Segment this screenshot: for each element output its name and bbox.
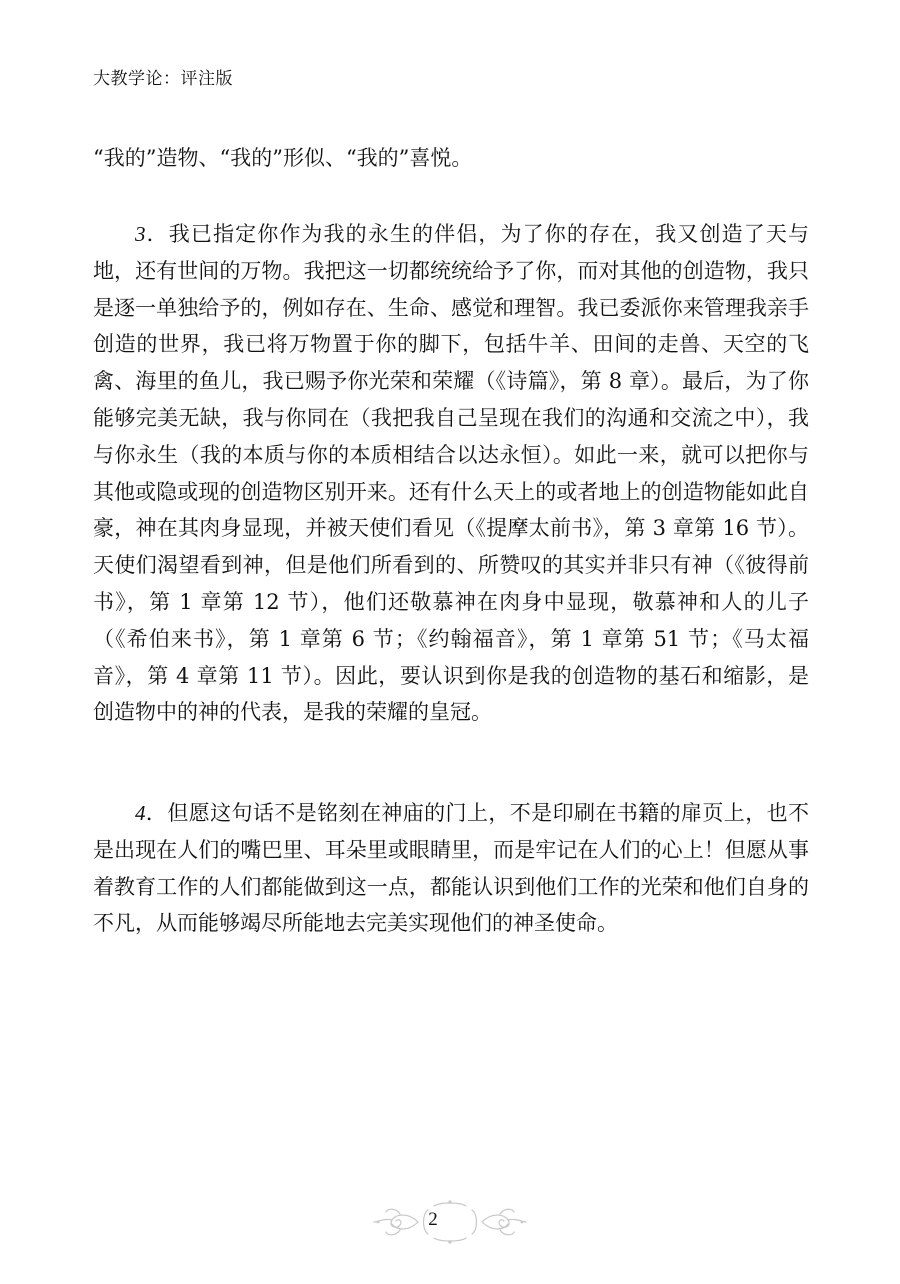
number-separator: ． xyxy=(145,801,168,825)
running-header: 大教学论：评注版 xyxy=(93,69,233,89)
page-footer xyxy=(0,1198,900,1246)
number-separator: ． xyxy=(145,222,169,246)
paragraph-number: 4 xyxy=(135,801,146,825)
continuation-paragraph: “我的”造物、“我的”形似、“我的”喜悦。 xyxy=(93,146,473,170)
page-number: 2 xyxy=(428,1209,438,1230)
paragraph-text: 但愿这句话不是铭刻在神庙的门上，不是印刷在书籍的扉页上，也不是出现在人们的嘴巴里、耳朵里或眼睛里，而是牢记在人们的心上！但愿从事着教育工作的人们都能做到这一点，都能认识到他们工作的光荣和他们自身的不凡，从而能够竭尽所能地去完美实现他们的神圣使命。 xyxy=(93,801,810,936)
paragraph-3 xyxy=(93,216,809,731)
paragraph-text: 我已指定你作为我的永生的伴侣，为了你的存在，我又创造了天与地，还有世间的万物。我把这一切都统统给予了你，而对其他的创造物，我只是逐一单独给予的，例如存在、生命、感觉和理智。我已委派你来管理我亲手创造的世界，我已将万物置于你的脚下，包括牛羊、田间的走兽、天空的飞禽、海里的鱼儿，我已赐予你光荣和荣耀（《诗篇》，第 8 章）。最后，为了你能够完美无缺，我与你同在（我把我自己呈现在我们的沟通和交流之中），我与你永生（我的本质与你的本质相结合以达永恒）。如此一来，就可以把你与其他或隐或现的创造物区别开来。还有什么天上的或者地上的创造物能如此自豪，神在其肉身显现，并被天使们看见（《提摩太前书》，第 3 章第 16 节）。天使们渴望看到神，但是他们所看到的、所赞叹的其实并非只有神（《彼得前书》，第 1 章第 12 节），他们还敬慕神在肉身中显现，敬慕神和人的儿子（《希伯来书》，第 1 章第 6 节；《约翰福音》，第 1 章第 51 节；《马太福音》，第 4 章第 11 节）。因此，要认识到你是我的创造物的基石和缩影，是创造物中的神的代表，是我的荣耀的皇冠。 xyxy=(93,222,809,725)
floral-ornament-icon xyxy=(370,1198,530,1246)
paragraph-number: 3 xyxy=(135,222,146,246)
paragraph-4 xyxy=(93,795,809,942)
